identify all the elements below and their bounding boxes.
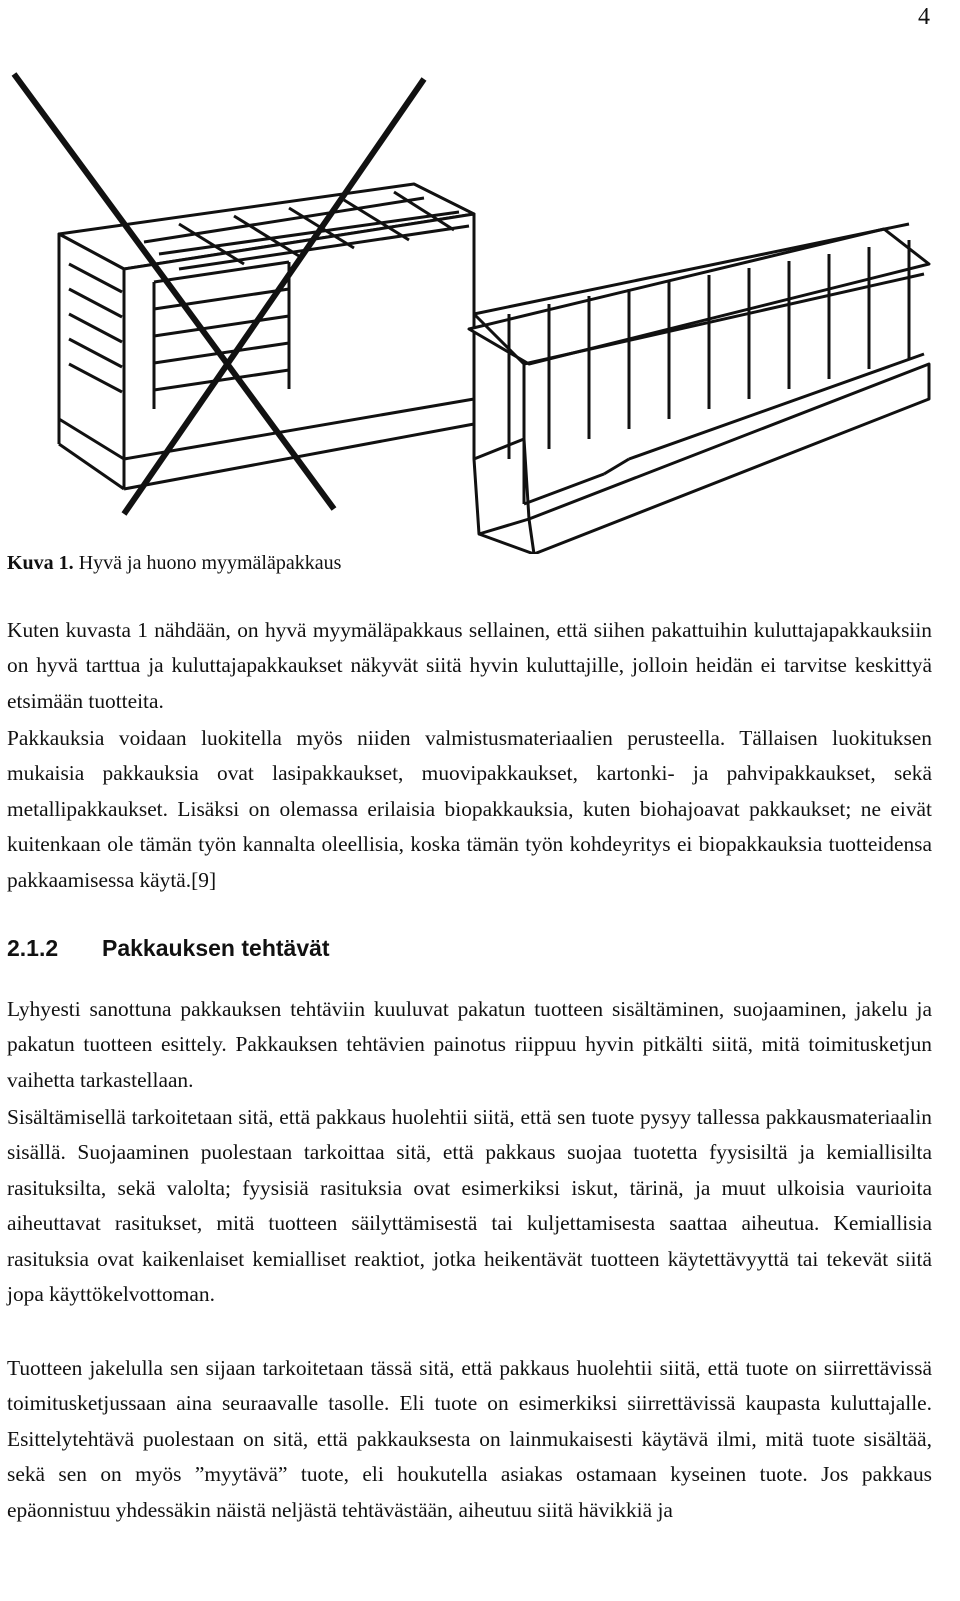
packaging-drawing (4, 64, 944, 554)
paragraph: Pakkauksia voidaan luokitella myös niiden valmistusmateriaalien perusteella. Tällaisen luokituksen mukaisia pakkauksia ovat lasipakkaukset, muovipakkaukset, kartonki- ja pahvipakkaukset, sekä metallipakkaukset. Lisäksi on olemassa erilaisia biopakkauksia, kuten biohajoavat pakkaukset; ne eivät kuitenkaan ole tämän työn kannalta oleellisia, koska tämän työn kohdeyritys ei biopakkauksia tuotteidensa pakkaamisessa käytä.[9] (7, 726, 932, 892)
page-number: 4 (918, 4, 930, 30)
caption-text: Hyvä ja huono myymäläpakkaus (73, 552, 342, 574)
paragraph: Sisältämisellä tarkoitetaan sitä, että pakkaus huolehtii siitä, että sen tuote pysyy tallessa pakkausmateriaalin sisällä. Suojaaminen puolestaan tarkoittaa sitä, että pakkaus suojaa tuotetta fyysisiltä ja kemiallisilta rasituksilta, sekä valolta; fyysisiä rasituksia ovat esimerkiksi iskut, tärinä, ja muut ulkoisia vaurioita aiheuttavat rasitukset, mitä tuotteen säilyttämisestä tai kuljettamisesta saattaa aiheutua. Kemiallisia rasituksia ovat kaikenlaiset kemialliset reaktiot, jotka heikentävät tuotteen käytettävyyttä tai tekevät siitä jopa käyttökelvottoman. (7, 1105, 932, 1307)
section-title: Pakkauksen tehtävät (102, 935, 330, 961)
packaging-illustration (4, 64, 944, 554)
paragraph: Tuotteen jakelulla sen sijaan tarkoitetaan tässä sitä, että pakkaus huolehtii siitä, että tuote on siirrettävissä toimitusketjussaan aina seuraavalle tasolle. Eli tuote on esimerkiksi siirrettävissä kaupasta kuluttajalle. Esittelytehtävä puolestaan on sitä, että pakkauksesta on lainmukaisesti käytävä ilmi, mitä tuote sisältää, sekä sen on myös ”myytävä” tuote, eli houkutella asiakas ostamaan kyseinen tuote. Jos pakkaus epäonnistuu yhdessäkin näistä neljästä tehtävästään, aiheutuu siitä hävikkiä ja (7, 1356, 932, 1522)
caption-label: Kuva 1. (7, 552, 74, 574)
paragraph: Kuten kuvasta 1 nähdään, on hyvä myymäläpakkaus sellainen, että siihen pakattuihin kuluttajapakkauksiin on hyvä tarttua ja kuluttajapakkaukset näkyvät siitä hyvin kuluttajille, jolloin heidän ei tarvitse keskittyä etsimään tuotteita. (7, 618, 932, 713)
good-package-drawing (469, 224, 929, 554)
bad-package-drawing (59, 184, 474, 489)
figure-caption (7, 552, 341, 575)
section-heading (7, 935, 330, 962)
paragraph: Lyhyesti sanottuna pakkauksen tehtäviin kuuluvat pakatun tuotteen sisältäminen, suojaaminen, jakelu ja pakatun tuotteen esittely. Pakkauksen tehtävien painotus riippuu hyvin pitkälti siitä, mitä toimitusketjun vaihetta tarkastellaan. (7, 997, 932, 1092)
section-number: 2.1.2 (7, 935, 59, 961)
